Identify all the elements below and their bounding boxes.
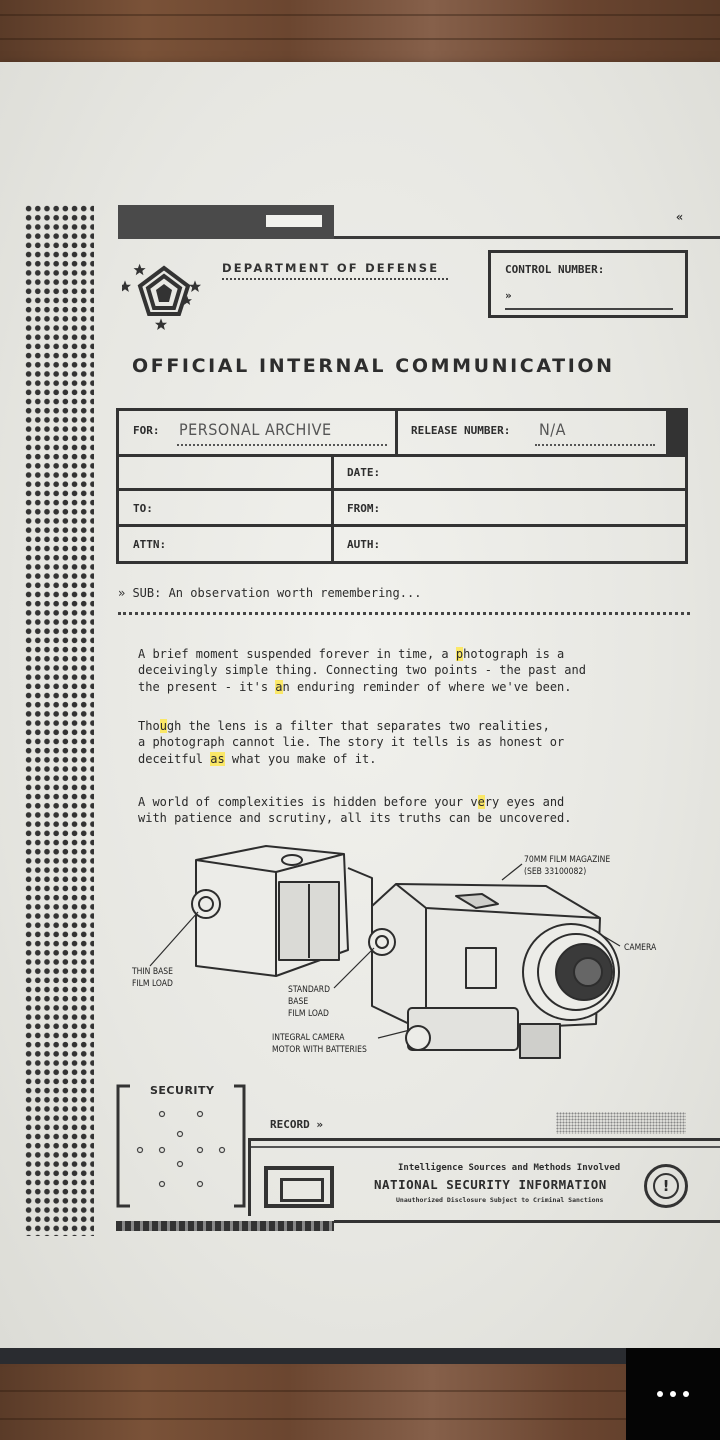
- label-magazine-1: 70MM FILM MAGAZINE: [524, 855, 611, 865]
- dot-strip: [24, 204, 94, 1236]
- form-divider: [119, 488, 685, 491]
- more-options-button[interactable]: [626, 1348, 720, 1440]
- camera-diagram[interactable]: [126, 838, 686, 1070]
- para-text: Tho: [138, 718, 160, 733]
- paragraph-1: [138, 629, 678, 695]
- form-tab: [666, 408, 688, 454]
- attn-label: ATTN:: [133, 538, 167, 551]
- security-panel[interactable]: [116, 1084, 248, 1208]
- control-number-quote: »: [505, 289, 512, 302]
- label-standard-1: STANDARD: [288, 985, 330, 995]
- para-text: hotograph is a deceivingly simple thing. Connecting two points - the past and the present - it's: [138, 646, 586, 694]
- label-magazine-2: (SEB 33100082): [524, 867, 587, 877]
- more-options-icon: [657, 1391, 689, 1397]
- label-camera: CAMERA: [624, 943, 657, 953]
- release-value: N/A: [539, 420, 566, 439]
- wood-grain: [0, 14, 720, 16]
- record-label: RECORD »: [270, 1118, 323, 1131]
- pentagon-star-emblem-icon: [122, 256, 206, 336]
- department-underline: [222, 278, 448, 280]
- para-text: ry eyes and with patience and scrutiny, all its truths can be uncovered.: [138, 794, 572, 825]
- label-motor-2: MOTOR WITH BATTERIES: [272, 1045, 367, 1055]
- release-label: RELEASE NUMBER:: [411, 424, 511, 437]
- label-standard-3: FILM LOAD: [288, 1009, 329, 1019]
- highlight-clue[interactable]: as: [210, 751, 225, 766]
- footer-line-1: Intelligence Sources and Methods Involved: [398, 1163, 621, 1173]
- release-underline: [535, 444, 655, 446]
- footer-line-2: NATIONAL SECURITY INFORMATION: [374, 1177, 607, 1192]
- to-label: TO:: [133, 502, 153, 515]
- footer-rule: [334, 1220, 720, 1223]
- footer-bar: [116, 1221, 334, 1231]
- for-value: PERSONAL ARCHIVE: [179, 420, 332, 439]
- bottom-bar: [0, 1348, 720, 1364]
- exclamation-glyph: !: [653, 1173, 679, 1199]
- department-name: DEPARTMENT OF DEFENSE: [222, 261, 440, 275]
- form-divider: [119, 524, 685, 527]
- memo-form: [116, 408, 688, 564]
- paragraph-3: [138, 777, 678, 827]
- paragraph-2: [138, 701, 678, 767]
- wood-grain: [0, 38, 720, 40]
- record-line: [248, 1138, 720, 1141]
- highlight-clue[interactable]: a: [275, 679, 283, 694]
- record-line: [248, 1138, 251, 1216]
- form-divider: [395, 411, 398, 454]
- para-text: A world of complexities is hidden before your v: [138, 794, 478, 809]
- wood-grain: [0, 1418, 720, 1420]
- subject-divider: [118, 612, 690, 615]
- record-line: [248, 1146, 720, 1148]
- footer-line-3: Unauthorized Disclosure Subject to Criminal Sanctions: [396, 1196, 604, 1204]
- from-label: FROM:: [347, 502, 381, 515]
- label-thin-2: FILM LOAD: [132, 979, 173, 989]
- static-noise: [556, 1112, 686, 1134]
- control-number-label: CONTROL NUMBER:: [505, 263, 605, 276]
- para-text: A brief moment suspended forever in time, a: [138, 646, 456, 661]
- highlight-clue[interactable]: p: [455, 646, 464, 661]
- security-bracket: [116, 1084, 248, 1208]
- subject-line: » SUB: An observation worth remembering...: [118, 586, 422, 600]
- page-title: OFFICIAL INTERNAL COMMUNICATION: [132, 355, 615, 377]
- para-text: what you make of it.: [224, 751, 377, 766]
- form-divider: [331, 454, 334, 561]
- para-text: gh the lens is a filter that separates two realities, a photograph cannot lie. The story it tells is as honest or deceitful: [138, 718, 565, 766]
- header-line: [334, 236, 720, 239]
- label-motor-1: INTEGRAL CAMERA: [272, 1033, 345, 1043]
- for-underline: [177, 444, 387, 446]
- top-right-mark: «: [676, 210, 684, 224]
- security-label: SECURITY: [150, 1084, 215, 1097]
- exclamation-circle-icon[interactable]: [644, 1164, 688, 1208]
- record-slot[interactable]: [264, 1166, 334, 1208]
- header-bar: [118, 205, 334, 239]
- control-number-line: [505, 308, 673, 310]
- highlight-clue[interactable]: e: [477, 794, 485, 809]
- label-thin-1: THIN BASE: [132, 967, 173, 977]
- highlight-clue[interactable]: u: [159, 718, 167, 733]
- date-label: DATE:: [347, 466, 381, 479]
- auth-label: AUTH:: [347, 538, 381, 551]
- wood-grain: [0, 1390, 720, 1392]
- form-divider: [119, 454, 685, 457]
- label-standard-2: BASE: [288, 997, 309, 1007]
- control-number-box: [488, 250, 688, 318]
- for-label: FOR:: [133, 424, 160, 437]
- para-text: n enduring reminder of where we've been.: [282, 679, 572, 694]
